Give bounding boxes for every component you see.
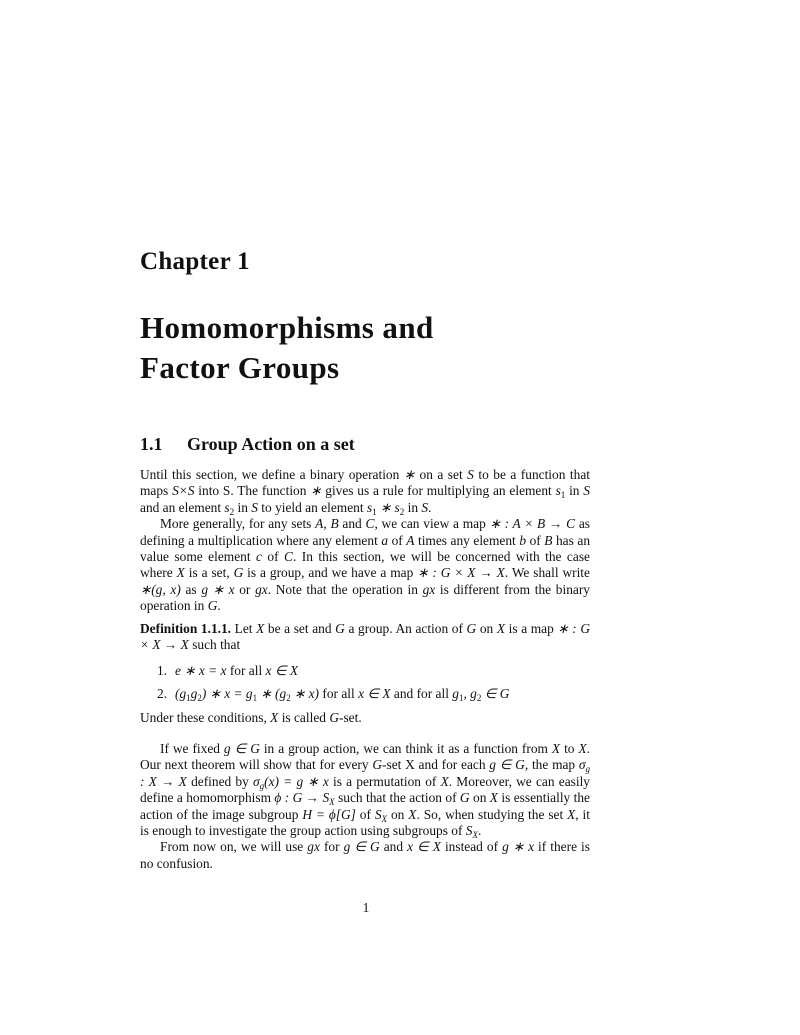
definition-conclusion: Under these conditions, X is called G-set. — [140, 709, 362, 725]
section-title: Group Action on a set — [187, 434, 355, 454]
paragraph-group-action-remarks — [140, 741, 590, 872]
definition-condition-1: 1. e ∗ x = x for all x ∈ X — [157, 662, 299, 678]
definition-label: Definition 1.1.1. — [140, 621, 232, 636]
definition-block — [140, 621, 590, 726]
chapter-title-line-2: Factor Groups — [140, 350, 340, 385]
paragraph-4: From now on, we will use gx for g ∈ G and x ∈ X instead of g ∗ x if there is no confusion. — [140, 839, 590, 871]
chapter-label: Chapter 1 — [140, 248, 250, 275]
definition-condition-2: 2. $(g_1g_2)$ ∗ $x = g_1$ ∗ ($g_2$ ∗ x) for all x ∈ X and for all $g_1$, $g_2$ ∈ G — [157, 686, 510, 704]
page-number: 1 — [362, 900, 370, 915]
definition-statement: Definition 1.1.1. Let X be a set and G a group. An action of G on X is a map ∗ : G × X → X such that — [140, 621, 590, 653]
section-heading — [140, 434, 355, 455]
definition-conditions-list — [157, 663, 590, 703]
paragraph-intro — [140, 467, 590, 615]
paragraph-1: Until this section, we define a binary operation ∗ on a set S to be a function that maps S×S into S. The function ∗ gives us a rule for multiplying an element $s_1$ in S and an element $s_2$ in S to yield an element $s_1$ ∗ $s_2$ in S. — [140, 467, 590, 517]
paragraph-3: If we fixed g ∈ G in a group action, we can think it as a function from X to X. Our next theorem will show that for every G-set X and for each g ∈ G, the map $\sigma_g$ : X → X defined by $\sigma_g(x) = g$ ∗ x is a permutation of X. Moreover, we can easily define a homomorphism ϕ : $G \to S_X$ such that the action of G on X is essentially the action of the image subgroup H = ϕ[G] of $S_X$ on X. So, when studying the set X, it is enough to investigate the group action using subgroups of $S_X$. — [140, 741, 590, 841]
chapter-title — [140, 308, 600, 388]
paragraph-2: More generally, for any sets A, B and C, we can view a map ∗ : A × B → C as defining a multiplication where any element a of A times any element b of B has an value some element c of C. In this section, we will be concerned with the case where X is a set, G is a group, and we have a map ∗ : G × X → X. We shall write ∗(g, x) as g ∗ x or gx. Note that the operation in gx is different from the binary operation in G. — [140, 516, 591, 614]
section-number: 1.1 — [140, 434, 163, 454]
chapter-title-line-1: Homomorphisms and — [140, 310, 434, 345]
